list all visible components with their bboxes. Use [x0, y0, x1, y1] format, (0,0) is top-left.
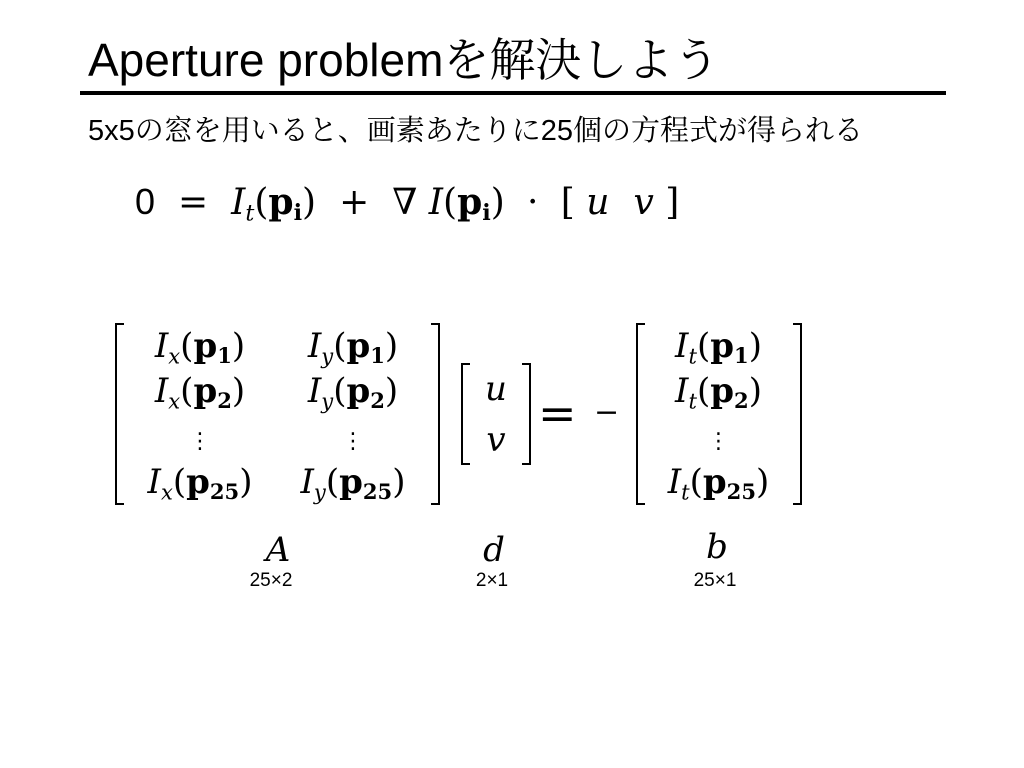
- brightness-constancy-equation: [135, 177, 679, 228]
- pixel-index-subscript: 2: [370, 388, 385, 414]
- vector-entry-symbol: u: [485, 368, 507, 409]
- right-paren: ): [490, 182, 505, 223]
- vector-b-dimensions: 25×1: [693, 570, 737, 591]
- pixel-index-subscript: 2: [734, 388, 749, 414]
- matrix-equals-sign: =: [538, 386, 577, 440]
- minus-sign: −: [594, 395, 620, 430]
- equals-sign: =: [178, 182, 209, 223]
- image-intensity-symbol: I: [154, 371, 169, 412]
- pixel-symbol: p: [339, 462, 363, 503]
- left-paren: (: [333, 371, 347, 412]
- right-paren: ): [748, 325, 762, 366]
- pixel-symbol: p: [268, 181, 294, 223]
- matrix-a-dimensions: 25×2: [249, 570, 293, 591]
- pixel-symbol: p: [346, 371, 371, 412]
- matrix-a-entry: [154, 325, 246, 369]
- matrix-a-entries: [127, 323, 431, 505]
- vector-b-label: b: [706, 527, 728, 567]
- derivative-subscript: t: [688, 388, 697, 414]
- right-paren: ): [384, 371, 399, 412]
- vector-d-entry: [485, 368, 507, 409]
- flow-u: u: [586, 182, 610, 223]
- derivative-subscript: y: [321, 388, 334, 414]
- right-paren: ): [231, 325, 246, 366]
- derivative-subscript: t: [681, 479, 690, 505]
- image-intensity-symbol: I: [300, 462, 314, 503]
- spatial-gradient-term: [428, 181, 505, 227]
- matrix-a: [115, 323, 440, 505]
- image-intensity-symbol: I: [147, 462, 161, 503]
- derivative-subscript: y: [313, 479, 326, 505]
- derivative-subscript: x: [168, 343, 181, 369]
- right-paren: ): [392, 462, 406, 503]
- derivative-subscript: y: [321, 343, 334, 369]
- image-intensity-symbol: I: [307, 325, 322, 366]
- pixel-index-subscript: 2: [217, 388, 232, 414]
- vector-d-dimensions: 2×1: [475, 570, 509, 591]
- right-paren: ): [239, 462, 253, 503]
- matrix-a-entry: [147, 462, 253, 505]
- pixel-symbol: p: [702, 462, 727, 503]
- pixel-symbol: p: [186, 462, 210, 503]
- pixel-symbol: p: [710, 325, 735, 366]
- matrix-a-left-bracket: [115, 323, 124, 505]
- matrix-a-entry: [154, 371, 246, 414]
- vector-b-entry: [675, 371, 762, 414]
- pixel-index-subscript: 25: [362, 479, 393, 505]
- vector-d: [461, 363, 531, 465]
- matrix-a-entry: [307, 325, 399, 369]
- pixel-index-subscript: 1: [370, 342, 385, 368]
- vertical-ellipsis: ⋮: [342, 428, 364, 454]
- pixel-index-subscript: 1: [217, 342, 232, 368]
- nabla-symbol: ∇: [392, 182, 418, 223]
- right-paren: ): [748, 371, 762, 412]
- matrix-a-entry: [300, 462, 406, 505]
- matrix-a-right-bracket: [431, 323, 440, 505]
- slide-title: Aperture problemを解決しよう: [88, 34, 720, 86]
- left-paren: (: [180, 325, 194, 366]
- left-paren: (: [443, 182, 458, 223]
- left-paren: (: [180, 371, 194, 412]
- image-intensity-symbol: I: [428, 182, 444, 223]
- pixel-symbol: p: [193, 371, 218, 412]
- image-intensity-symbol: I: [231, 182, 246, 223]
- left-paren: (: [325, 462, 340, 503]
- left-paren: (: [172, 462, 187, 503]
- right-paren: ): [384, 325, 399, 366]
- vector-d-entry: [486, 419, 506, 460]
- flow-v: v: [633, 182, 654, 223]
- pixel-index-subscript: 1: [734, 342, 749, 368]
- matrix-a-entry: [342, 420, 364, 454]
- vector-d-left-bracket: [461, 363, 470, 465]
- image-intensity-symbol: I: [675, 371, 689, 412]
- image-intensity-symbol: I: [307, 371, 322, 412]
- vector-b-entry: [675, 325, 762, 369]
- pixel-symbol: p: [457, 181, 483, 223]
- pixel-symbol: p: [710, 371, 735, 412]
- matrix-a-label: A: [265, 530, 291, 570]
- right-bracket: ]: [665, 182, 680, 223]
- right-paren: ): [302, 182, 317, 223]
- vector-d-entries: [472, 363, 520, 465]
- derivative-subscript: t: [245, 200, 255, 227]
- vector-b-entries: [648, 323, 789, 505]
- vector-b-entry: [667, 462, 770, 505]
- right-paren: ): [231, 371, 246, 412]
- vector-d-label: d: [483, 530, 505, 570]
- vector-b: [636, 323, 802, 505]
- zero: 0: [135, 181, 156, 222]
- vector-b-left-bracket: [636, 323, 645, 505]
- image-intensity-symbol: I: [667, 462, 682, 503]
- right-paren: ): [756, 462, 770, 503]
- vertical-ellipsis: ⋮: [189, 428, 211, 454]
- pixel-symbol: p: [193, 325, 218, 366]
- vertical-ellipsis: ⋮: [707, 428, 730, 454]
- left-paren: (: [696, 325, 711, 366]
- derivative-subscript: x: [160, 479, 173, 505]
- temporal-derivative-term: [231, 181, 317, 227]
- plus-sign: +: [339, 182, 370, 223]
- pixel-index-subscript: 25: [209, 479, 240, 505]
- matrix-a-entry: [307, 371, 399, 414]
- left-paren: (: [254, 182, 269, 223]
- image-intensity-symbol: I: [675, 325, 689, 366]
- image-intensity-symbol: I: [154, 325, 169, 366]
- pixel-index-subscript: 25: [726, 479, 757, 505]
- vector-entry-symbol: v: [486, 419, 506, 460]
- vector-d-right-bracket: [522, 363, 531, 465]
- dot-product: ·: [527, 182, 539, 223]
- left-paren: (: [689, 462, 703, 503]
- left-paren: (: [696, 371, 711, 412]
- derivative-subscript: x: [168, 388, 181, 414]
- slide-subtitle: 5x5の窓を用いると、画素あたりに25個の方程式が得られる: [88, 115, 864, 147]
- pixel-symbol: p: [346, 325, 371, 366]
- matrix-a-entry: [189, 420, 211, 454]
- left-paren: (: [333, 325, 347, 366]
- title-underline: [80, 91, 946, 95]
- pixel-index-subscript: i: [293, 200, 303, 227]
- vector-b-right-bracket: [793, 323, 802, 505]
- vector-b-entry: [708, 420, 730, 454]
- derivative-subscript: t: [688, 343, 697, 369]
- left-bracket: [: [560, 182, 575, 223]
- pixel-index-subscript: i: [482, 200, 491, 227]
